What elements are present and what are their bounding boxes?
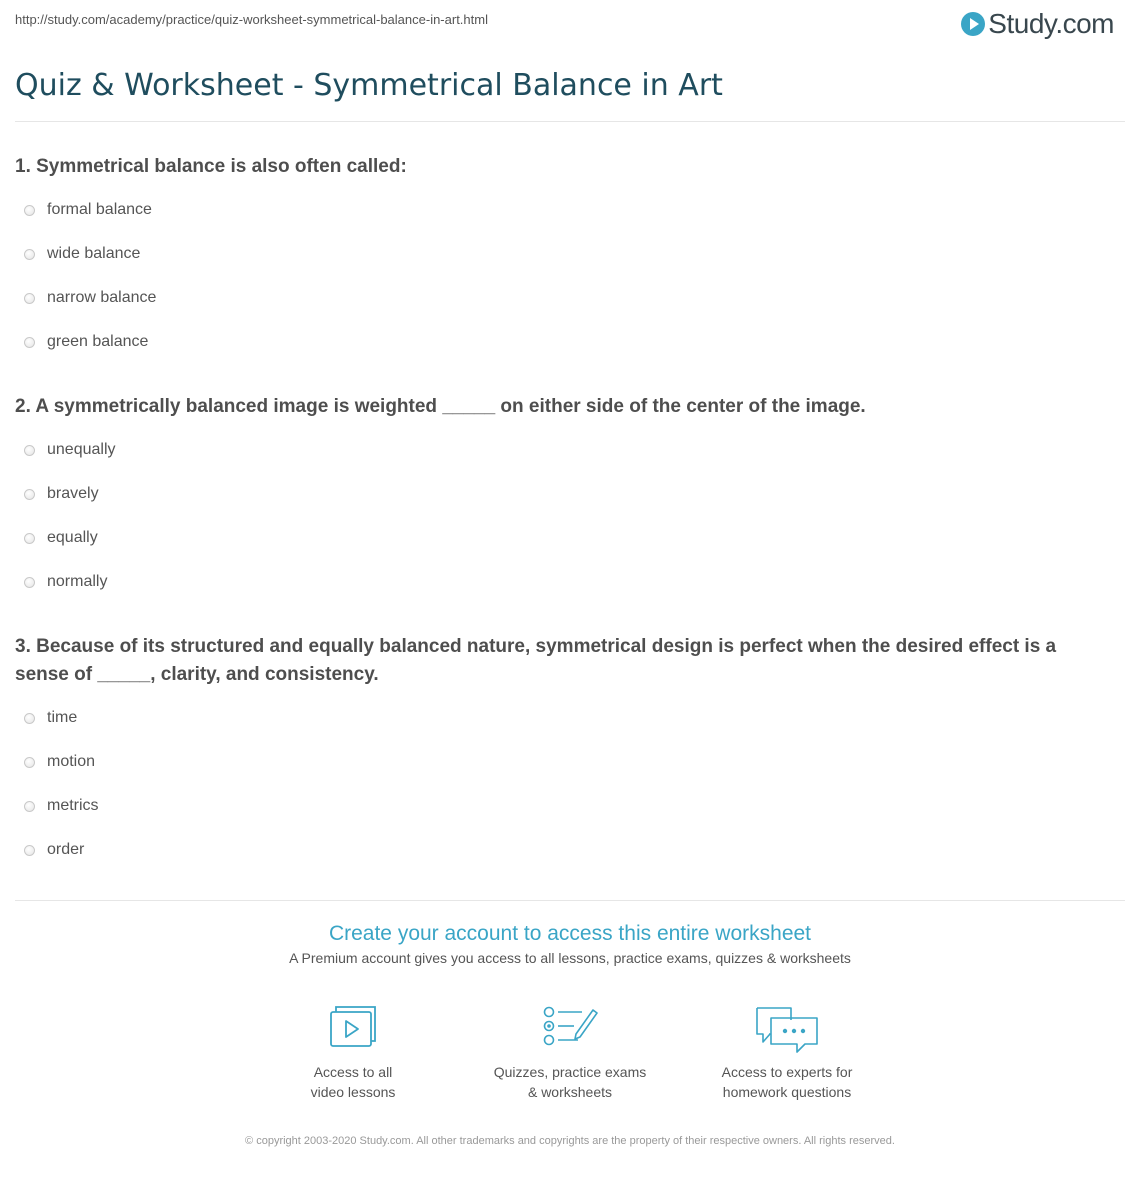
question-2 (15, 393, 1110, 604)
radio-button[interactable] (24, 577, 35, 588)
answer-option[interactable] (15, 428, 1110, 472)
question-text: 2. A symmetrically balanced image is weighted _____ on either side of the center of the image. (15, 396, 866, 417)
option-label: unequally (47, 441, 116, 458)
feature-label-line: & worksheets (527, 1084, 613, 1100)
radio-button[interactable] (24, 713, 35, 724)
option-label: equally (47, 529, 98, 546)
feature-quizzes (462, 1004, 679, 1102)
radio-button[interactable] (24, 337, 35, 348)
study-logo[interactable] (961, 8, 1114, 40)
cta-title-link[interactable]: Create your account to access this entire worksheet (328, 922, 812, 945)
answer-option[interactable] (15, 740, 1110, 784)
answer-option[interactable] (15, 560, 1110, 604)
question-3 (15, 633, 1110, 872)
feature-label-line: Access to all (313, 1064, 393, 1080)
option-label: normally (47, 573, 108, 590)
play-logo-icon (961, 12, 985, 36)
quiz-checklist-icon (542, 1004, 598, 1050)
feature-label-line: Access to experts for (721, 1064, 853, 1080)
radio-button[interactable] (24, 757, 35, 768)
radio-button[interactable] (24, 205, 35, 216)
radio-button[interactable] (24, 489, 35, 500)
option-label: time (47, 709, 78, 726)
logo-text: Study.com (988, 8, 1114, 39)
option-label: bravely (47, 485, 99, 502)
feature-label-line: Quizzes, practice exams (493, 1064, 647, 1080)
option-label: narrow balance (47, 289, 157, 306)
radio-button[interactable] (24, 845, 35, 856)
option-label: metrics (47, 797, 99, 814)
feature-video-lessons (245, 1004, 462, 1102)
question-text: 3. Because of its structured and equally balanced nature, symmetrical design is perfect when the desired effect is a sense of _____, clarity, and consistency. (15, 636, 1057, 685)
page-url: http://study.com/academy/practice/quiz-worksheet-symmetrical-balance-in-art.html (15, 12, 488, 27)
answer-option[interactable] (15, 472, 1110, 516)
question-1 (15, 153, 1110, 364)
copyright-notice: © copyright 2003-2020 Study.com. All other trademarks and copyrights are the property of their respective owners. All rights reserved. (245, 1135, 895, 1147)
cta-divider (15, 900, 1125, 901)
feature-experts (679, 1004, 896, 1102)
premium-features (0, 1004, 1140, 1102)
option-label: green balance (47, 333, 149, 350)
option-label: wide balance (47, 245, 141, 262)
radio-button[interactable] (24, 249, 35, 260)
option-label: formal balance (47, 201, 152, 218)
answer-option[interactable] (15, 784, 1110, 828)
question-text: 1. Symmetrical balance is also often called: (15, 156, 407, 177)
option-label: motion (47, 753, 96, 770)
title-divider (15, 121, 1125, 122)
chat-bubbles-icon (755, 1004, 819, 1056)
answer-option[interactable] (15, 232, 1110, 276)
answer-option[interactable] (15, 828, 1110, 872)
answer-option[interactable] (15, 276, 1110, 320)
answer-option[interactable] (15, 188, 1110, 232)
answer-option[interactable] (15, 696, 1110, 740)
answer-option[interactable] (15, 320, 1110, 364)
video-lessons-icon (327, 1004, 379, 1050)
answer-option[interactable] (15, 516, 1110, 560)
radio-button[interactable] (24, 801, 35, 812)
option-label: order (47, 841, 85, 858)
radio-button[interactable] (24, 533, 35, 544)
cta-subtitle: A Premium account gives you access to all lessons, practice exams, quizzes & worksheets (289, 950, 851, 966)
radio-button[interactable] (24, 293, 35, 304)
page-title: Quiz & Worksheet - Symmetrical Balance in Art (15, 68, 723, 103)
feature-label-line: video lessons (310, 1084, 396, 1100)
cta-section (0, 922, 1140, 966)
feature-label-line: homework questions (722, 1084, 852, 1100)
radio-button[interactable] (24, 445, 35, 456)
